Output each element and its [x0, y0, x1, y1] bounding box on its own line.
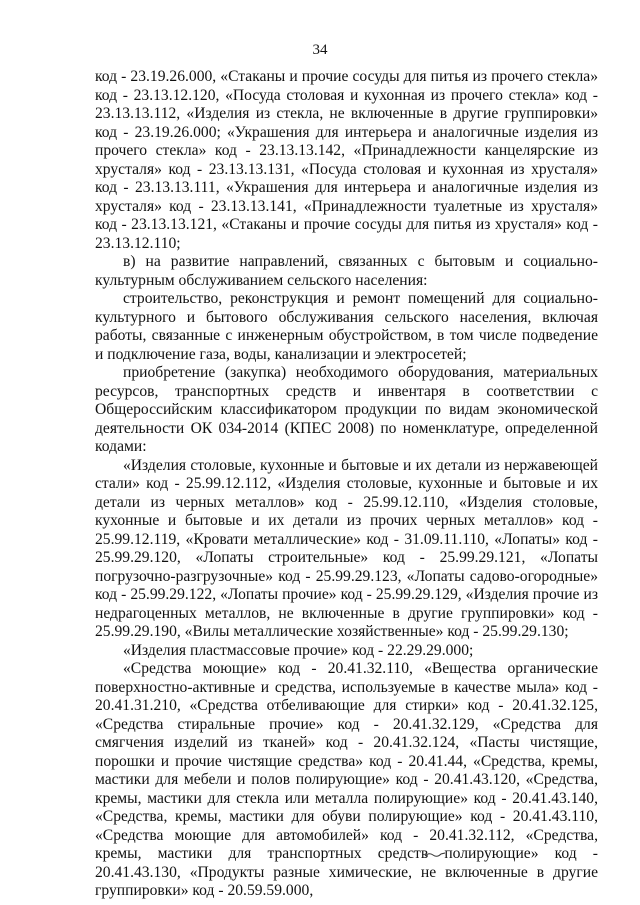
document-body	[95, 68, 598, 901]
paragraph-construction: строительство, реконструкция и ремонт помещений для социально-культурного и бытового обслуживания сельского населения, включая работы, связанные с инженерным обустройством, в том числе подведение и подключение газа, воды, канализации и электросетей;	[95, 290, 598, 363]
paragraph-metal-codes: «Изделия столовые, кухонные и бытовые и их детали из нержавеющей стали» код - 25.99.12.112, «Изделия столовые, кухонные и бытовые и их детали из черных металлов» код - 25.99.12.110, «Изделия столовые, кухонные и бытовые и их детали из прочих черных металлов» код - 25.99.12.119, «Кровати металлические» код - 31.09.11.110, «Лопаты» код - 25.99.29.120, «Лопаты строительные» код - 25.99.29.121, «Лопаты погрузочно-разгрузочные» код - 25.99.29.123, «Лопаты садово-огородные» код - 25.99.29.122, «Лопаты прочие» код - 25.99.29.129, «Изделия прочие из недрагоценных металлов, не включенные в другие группировки» код - 25.99.29.190, «Вилы металлические хозяйственные» код - 25.99.29.130;	[95, 456, 598, 640]
pen-mark-icon	[424, 850, 446, 858]
paragraph-section-v: в) на развитие направлений, связанных с бытовым и социально-культурным обслуживанием сельского населения:	[95, 253, 598, 289]
paragraph-detergent-codes: «Средства моющие» код - 20.41.32.110, «Вещества органические поверхностно-активные и средства, используемые в качестве мыла» код - 20.41.31.210, «Средства отбеливающие для стирки» код - 20.41.32.125, «Средства стиральные прочие» код - 20.41.32.129, «Средства для смягчения изделий из тканей» код - 20.41.32.124, «Пасты чистящие, порошки и прочие чистящие средства» код - 20.41.44, «Средства, кремы, мастики для мебели и полов полирующие» код - 20.41.43.120, «Средства, кремы, мастики для стекла или металла полирующие» код - 20.41.43.140, «Средства, кремы, мастики для обуви полирующие» код - 20.41.43.110, «Средства моющие для автомобилей» код - 20.41.32.112, «Средства, кремы, мастики для транспортных средств полирующие» код - 20.41.43.130, «Продукты разные химические, не включенные в другие группировки» код - 20.59.59.000,	[95, 660, 598, 899]
paragraph-glass-codes: код - 23.19.26.000, «Стаканы и прочие сосуды для питья из прочего стекла» код - 23.13.12.120, «Посуда столовая и кухонная из прочего стекла» код - 23.13.13.112, «Изделия из стекла, не включенные в другие группировки» код - 23.19.26.000; «Украшения для интерьера и аналогичные изделия из прочего стекла» код - 23.13.13.142, «Принадлежности канцелярские из хрусталя» код - 23.13.13.131, «Посуда столовая и кухонная из хрусталя» код - 23.13.13.111, «Украшения для интерьера и аналогичные изделия из хрусталя» код - 23.13.13.141, «Принадлежности туалетные из хрусталя» код - 23.13.13.121, «Стаканы и прочие сосуды для питья из хрусталя» код - 23.13.12.110;	[95, 68, 598, 252]
page-number: 34	[312, 42, 328, 58]
paragraph-procurement: приобретение (закупка) необходимого оборудования, материальных ресурсов, транспортных средств и инвентаря в соответствии с Общероссийским классификатором продукции по видам экономической деятельности ОК 034-2014 (КПЕС 2008) по номенклатуре, определенной кодами:	[95, 364, 598, 455]
paragraph-plastic-codes: «Изделия пластмассовые прочие» код - 22.29.29.000;	[123, 641, 474, 659]
